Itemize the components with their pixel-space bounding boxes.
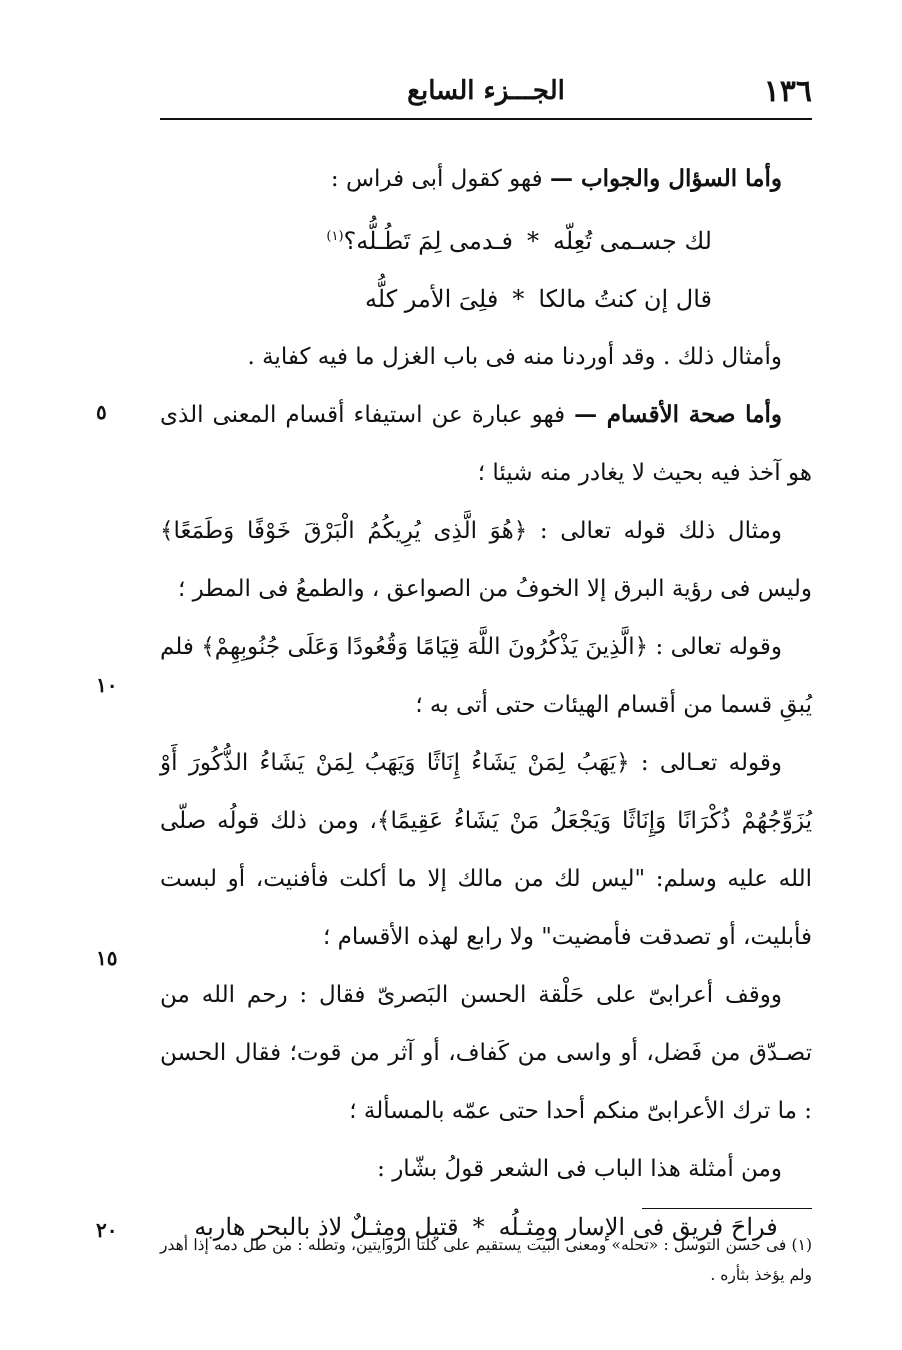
verse-line-1 xyxy=(160,208,812,270)
paragraph-question-answer xyxy=(160,150,812,208)
paragraph-poetry-example: ومن أمثلة هذا الباب فى الشعر قولُ بشّار : xyxy=(377,1156,782,1182)
line-number-5: ٥ xyxy=(96,400,107,424)
verse-second-hemistich: قتيل ومِثـلٌ لاذ بالبحر هاربه xyxy=(194,1213,459,1241)
paragraph-bestowal-verse: وقوله تعـالى : ﴿يَهَبُ لِمَنْ يَشَاءُ إِنَاثًا وَيَهَبُ لِمَنْ يَشَاءُ الذُّكُورَ أَوْ يُزَوِّجُهُمْ ذُكْرَانًا وَإِنَاثًا وَيَجْعَلُ مَنْ يَشَاءُ عَقِيمًا﴾، ومن ذلك قولُه صلّى الله عليه وسلم: "ليس لك من مالك إلا ما أكلت فأفنيت، أو لبست فأبليت، أو تصدقت فأمضيت" ولا رابع لهذه الأقسام ؛ xyxy=(160,750,812,950)
paragraph-text: فهو كقول أبى فراس : xyxy=(330,166,543,192)
paragraph-examples: وأمثال ذلك . وقد أوردنا منه فى باب الغزل ما فيه كفاية . xyxy=(247,344,782,370)
running-header xyxy=(160,62,812,120)
verse-separator: * xyxy=(526,227,539,255)
verse-first-hemistich: قال إن كنتُ مالكا xyxy=(538,285,712,313)
verse-first-hemistich: لك جسـمى تُعِلّه xyxy=(552,227,712,255)
verse-line-2 xyxy=(160,270,812,328)
footnote-reference: (١) xyxy=(326,229,344,244)
part-title: الجـــزء السابع xyxy=(407,76,565,106)
paragraph-bedouin-story: ووقف أعرابىّ على حَلْقة الحسن البَصرىّ فقال : رحم الله من تصـدّق من فَضل، أو واسى من كَفاف، أو آثر من قوت؛ فقال الحسن : ما ترك الأعرابىّ منكم أحدا حتى عمّه بالمسألة ؛ xyxy=(160,982,812,1124)
verse-second-hemistich: فلِىَ الأمر كلُّه xyxy=(364,285,499,313)
paragraph-text: فهو عبارة عن استيفاء أقسام المعنى الذى هو آخذ فيه بحيث لا يغادر منه شيئا ؛ xyxy=(160,402,812,486)
line-number-15: ١٥ xyxy=(96,946,118,970)
footnote-divider xyxy=(642,1208,812,1209)
verse-separator: * xyxy=(472,1213,485,1241)
main-text xyxy=(160,150,812,1256)
page-number: ١٣٦ xyxy=(763,74,812,109)
footnote: (١) فى حسن التوسل : «تحله» ومعنى البيت يستقيم على كلتا الروايتين، وتطله : من طل دمه إذا أهدر ولم يؤخذ بثأره . xyxy=(160,1235,812,1284)
section-lead-division: وأما صحة الأقسام — xyxy=(574,401,783,428)
verse-separator: * xyxy=(512,285,525,313)
section-lead-question-answer: وأما السؤال والجواب — xyxy=(549,165,782,192)
paragraph-lightning-verse: ومثال ذلك قوله تعالى : ﴿هُوَ الَّذِى يُرِيكُمُ الْبَرْقَ خَوْفًا وَطَمَعًا﴾ وليس فى رؤية البرق إلا الخوفُ من الصواعق ، والطمعُ فى المطر ؛ xyxy=(160,518,812,602)
paragraph-division xyxy=(160,386,812,502)
paragraph-remembrance-verse: وقوله تعالى : ﴿الَّذِينَ يَذْكُرُونَ اللَّهَ قِيَامًا وَقُعُودًا وَعَلَى جُنُوبِهِمْ﴾ فلم يُبقِ قسما من أقسام الهيئات حتى أتى به ؛ xyxy=(160,634,812,718)
verse-second-hemistich: فـدمى لِمَ تَطُـلُّه؟ xyxy=(343,227,513,255)
verse-first-hemistich: فراحَ فريق فى الإسار ومِثـلُه xyxy=(498,1213,778,1241)
line-number-10: ١٠ xyxy=(96,673,118,697)
line-number-20: ٢٠ xyxy=(96,1218,118,1242)
